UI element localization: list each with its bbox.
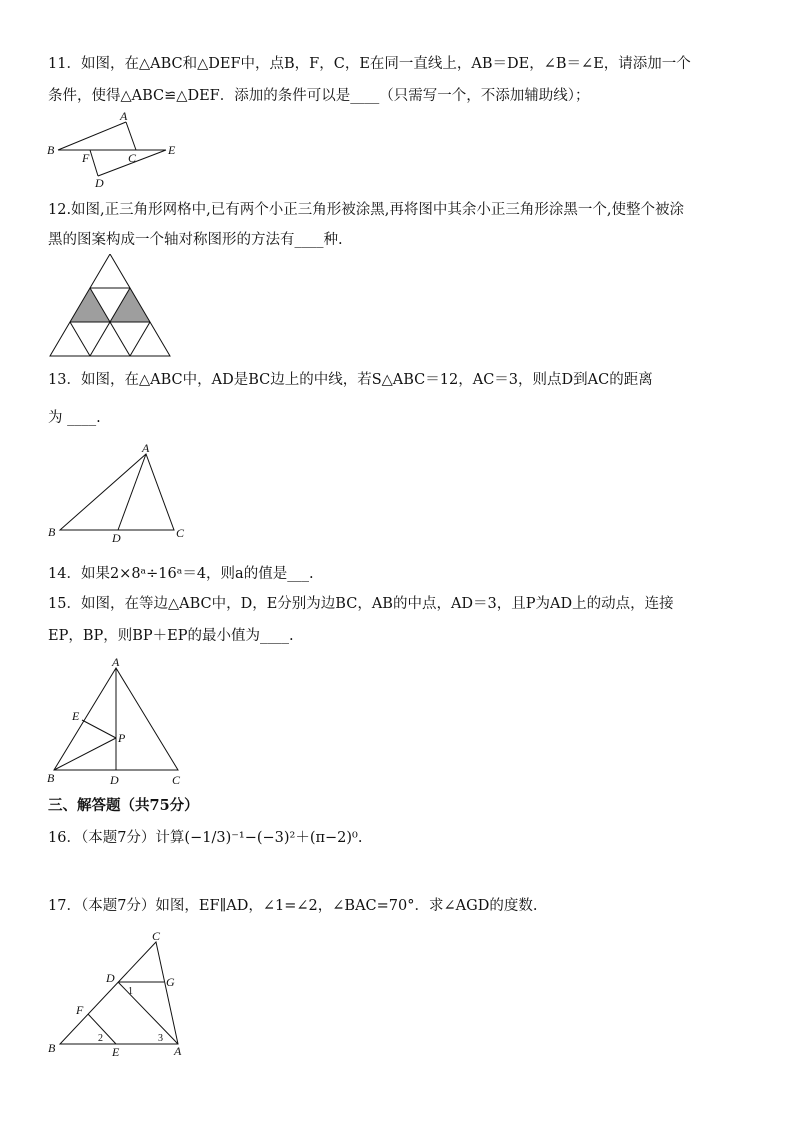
section-title: 三、解答题（共75分）	[48, 797, 199, 814]
label-c: C	[172, 773, 181, 787]
median-ad	[118, 454, 146, 530]
q17-line-1: 17．（本题7分）如图，EF∥AD，∠1=∠2，∠BAC=70°．求∠AGD的度数.	[48, 898, 538, 914]
angle-label-3: 3	[158, 1033, 163, 1044]
label-c: C	[176, 526, 185, 540]
angle-label-1: 1	[128, 986, 133, 997]
q13-figure	[44, 440, 194, 544]
q13-line-2: 为 ____.	[48, 410, 101, 426]
q12-line-1: 12.如图,正三角形网格中,已有两个小正三角形被涂黑,再将图中其余小正三角形涂黑一个,使整个被涂	[48, 202, 684, 218]
q15-line-1: 15．如图，在等边△ABC中，D，E分别为边BC，AB的中点，AD＝3，且P为AD上的动点，连接	[48, 596, 674, 612]
q12-triangle-grid	[44, 254, 174, 358]
label-e: E	[112, 1045, 120, 1059]
segment-df	[90, 150, 98, 176]
angle-label-2: 2	[98, 1033, 103, 1044]
q15-line-2: EP，BP，则BP＋EP的最小值为____.	[48, 628, 294, 644]
label-g: G	[166, 975, 175, 989]
shaded-triangle-right	[110, 288, 150, 322]
triangle-abc	[60, 942, 178, 1044]
q13-line-1: 13．如图，在△ABC中，AD是BC边上的中线，若S△ABC＝12，AC＝3，则点D到AC的距离	[48, 372, 653, 388]
q17-figure	[44, 928, 194, 1062]
triangle-abc	[60, 454, 174, 530]
label-d: D	[112, 531, 121, 544]
segment-ac	[126, 122, 136, 150]
label-a: A	[120, 109, 128, 123]
label-f: F	[76, 1003, 84, 1017]
outer-triangle	[50, 254, 170, 356]
label-b: B	[48, 1041, 56, 1055]
q12-line-2: 黑的图案构成一个轴对称图形的方法有____种.	[48, 232, 343, 248]
q11-line-1: 11．如图，在△ABC和△DEF中，点B，F，C，E在同一直线上，AB＝DE，∠B＝∠E，请添加一个	[48, 56, 691, 72]
label-d: D	[110, 773, 119, 787]
segment-ab	[58, 122, 126, 150]
label-b: B	[47, 771, 55, 785]
label-a: A	[142, 441, 150, 455]
label-b: B	[48, 525, 56, 539]
label-d: D	[106, 971, 115, 985]
label-c: C	[152, 929, 161, 943]
shaded-triangle-left	[70, 288, 110, 322]
label-e: E	[72, 709, 80, 723]
label-a: A	[112, 655, 120, 669]
q14-line-1: 14．如果2×8ᵃ÷16ᵃ＝4，则a的值是___.	[48, 566, 314, 582]
label-d: D	[95, 176, 104, 190]
segment-da	[118, 982, 178, 1044]
segment-ep	[82, 720, 116, 738]
label-e: E	[168, 143, 176, 157]
q11-figure	[44, 108, 194, 190]
label-b: B	[47, 143, 55, 157]
label-a: A	[174, 1044, 182, 1058]
label-c: C	[128, 151, 137, 165]
label-f: F	[82, 151, 90, 165]
q11-line-2: 条件，使得△ABC≌△DEF．添加的条件可以是____（只需写一个，不添加辅助线）；	[48, 88, 590, 104]
label-p: P	[118, 731, 126, 745]
q15-figure	[44, 652, 194, 788]
q16-line-1: 16．（本题7分）计算(−1/3)⁻¹−(−3)²＋(π−2)⁰.	[48, 830, 363, 846]
